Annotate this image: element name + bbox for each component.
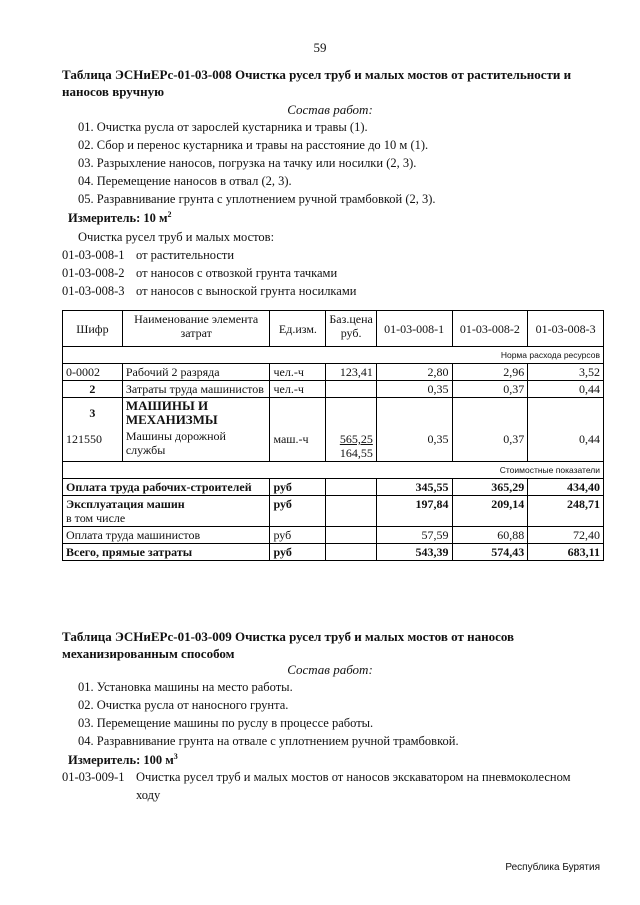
cost3-price (326, 527, 376, 544)
cost4-v2: 574,43 (452, 544, 528, 561)
cost1-v1: 345,55 (376, 479, 452, 496)
resource-table (62, 310, 604, 561)
cost2-sub: в том числе (66, 511, 126, 525)
table2-work-4: 04. Разравнивание грунта на отвале с уплотнением ручной трамбовкой. (78, 734, 459, 748)
row4-code: 121550 (63, 428, 123, 462)
table2-meter (68, 752, 178, 768)
table1-scope: Очистка русел труб и малых мостов: (78, 230, 275, 244)
row3-unit (270, 398, 326, 429)
table1-item-1-code: 01-03-008-1 (62, 248, 125, 262)
table2-title: Таблица ЭСНиЕРс-01-03-009 Очистка русел труб и малых мостов от наносов механизированным способом (62, 629, 515, 661)
table-header-row (63, 311, 604, 347)
table-row (63, 479, 604, 496)
table2-item-code: 01-03-009-1 (62, 770, 125, 784)
row4-name: Машины дорожной службы (122, 428, 270, 462)
row1-price: 123,41 (326, 364, 376, 381)
header-col3: 01-03-008-3 (528, 311, 604, 347)
table1-item-3-code: 01-03-008-3 (62, 284, 125, 298)
table2-meter-sup: 3 (173, 752, 178, 761)
row1-v1: 2,80 (376, 364, 452, 381)
table-row (63, 544, 604, 561)
cost3-name: Оплата труда машинистов (63, 527, 270, 544)
header-name: Наименование элемента затрат (122, 311, 270, 347)
row4-price-b: 164,55 (339, 446, 373, 460)
row1-name: Рабочий 2 разряда (122, 364, 270, 381)
cost-label-row (63, 462, 604, 479)
cost2-v3: 248,71 (528, 496, 604, 527)
header-col2: 01-03-008-2 (452, 311, 528, 347)
row4-price (326, 428, 376, 462)
row2-name: Затраты труда машинистов (122, 381, 270, 398)
table1-meter-label: Измеритель: 10 м (68, 211, 168, 226)
cost2-v1: 197,84 (376, 496, 452, 527)
cost3-unit: руб (270, 527, 326, 544)
header-price: Баз.цена руб. (326, 311, 376, 347)
cost3-v2: 60,88 (452, 527, 528, 544)
table2-work-2: 02. Очистка русла от наносного грунта. (78, 698, 289, 712)
header-code: Шифр (63, 311, 123, 347)
table2-works-heading: Состав работ: (287, 662, 373, 677)
footer-region: Республика Бурятия (505, 862, 600, 873)
table-row (63, 496, 604, 527)
cost3-v1: 57,59 (376, 527, 452, 544)
cost3-v3: 72,40 (528, 527, 604, 544)
table1-meter-sup: 2 (167, 210, 172, 219)
cost4-name: Всего, прямые затраты (63, 544, 270, 561)
cost2-v2: 209,14 (452, 496, 528, 527)
table-row (63, 381, 604, 398)
cost1-price (326, 479, 376, 496)
page-number: 59 (313, 40, 327, 55)
row1-code: 0-0002 (63, 364, 123, 381)
row3-v2 (452, 398, 528, 429)
row4-v1: 0,35 (376, 428, 452, 462)
table2-item-text-2: ходу (136, 788, 161, 802)
row3-price (326, 398, 376, 429)
table1-work-4: 04. Перемещение наносов в отвал (2, 3). (78, 174, 292, 188)
cost2-unit: руб (270, 496, 326, 527)
table1-work-5: 05. Разравнивание грунта с уплотнением ручной трамбовкой (2, 3). (78, 192, 436, 206)
row1-unit: чел.-ч (270, 364, 326, 381)
row2-code: 2 (63, 381, 123, 398)
cost1-v3: 434,40 (528, 479, 604, 496)
row2-v1: 0,35 (376, 381, 452, 398)
table-row (63, 527, 604, 544)
row3-v3 (528, 398, 604, 429)
header-col1: 01-03-008-1 (376, 311, 452, 347)
table1-meter (68, 210, 172, 226)
cost1-v2: 365,29 (452, 479, 528, 496)
table1-item-2-text: от наносов с отвозкой грунта тачками (136, 266, 338, 280)
row2-v3: 0,44 (528, 381, 604, 398)
cost2-price (326, 496, 376, 527)
cost4-v3: 683,11 (528, 544, 604, 561)
table2-work-3: 03. Перемещение машины по руслу в процессе работы. (78, 716, 374, 730)
table1-work-2: 02. Сбор и перенос кустарника и травы на расстояние до 10 м (1). (78, 138, 429, 152)
row3-name: МАШИНЫ И МЕХАНИЗМЫ (122, 398, 270, 429)
row3-code: 3 (63, 398, 123, 429)
row2-v2: 0,37 (452, 381, 528, 398)
cost4-price (326, 544, 376, 561)
table1-works-heading: Состав работ: (287, 102, 373, 117)
table1-work-1: 01. Очистка русла от зарослей кустарника и травы (1). (78, 120, 368, 134)
cost2-name: Эксплуатация машин (66, 497, 185, 511)
table1-title: Таблица ЭСНиЕРс-01-03-008 Очистка русел труб и малых мостов от растительности и наносов вручную (62, 67, 572, 99)
norm-label-row (63, 347, 604, 364)
table1-item-3-text: от наносов с выноской грунта носилками (136, 284, 357, 298)
cost4-v1: 543,39 (376, 544, 452, 561)
cost1-unit: руб (270, 479, 326, 496)
cost4-unit: руб (270, 544, 326, 561)
row1-v2: 2,96 (452, 364, 528, 381)
table1-item-2-code: 01-03-008-2 (62, 266, 125, 280)
row4-unit: маш.-ч (270, 428, 326, 462)
table-row (63, 398, 604, 429)
row3-v1 (376, 398, 452, 429)
header-unit: Ед.изм. (270, 311, 326, 347)
cost1-name: Оплата труда рабочих-строителей (63, 479, 270, 496)
cost-label: Стоимостные показатели (63, 462, 604, 479)
table1-work-3: 03. Разрыхление наносов, погрузка на тачку или носилки (2, 3). (78, 156, 417, 170)
table-row (63, 364, 604, 381)
table-row (63, 428, 604, 462)
table2-meter-label: Измеритель: 100 м (68, 753, 174, 768)
row1-v3: 3,52 (528, 364, 604, 381)
table1-item-1-text: от растительности (136, 248, 235, 262)
row2-unit: чел.-ч (270, 381, 326, 398)
row4-price-a: 565,25 (339, 432, 373, 446)
row4-v2: 0,37 (452, 428, 528, 462)
row4-v3: 0,44 (528, 428, 604, 462)
norm-label: Норма расхода ресурсов (63, 347, 604, 364)
table2-work-1: 01. Установка машины на место работы. (78, 680, 293, 694)
row2-price (326, 381, 376, 398)
table2-item-text-1: Очистка русел труб и малых мостов от наносов экскаватором на пневмоколесном (136, 770, 571, 784)
cost2-name-cell (63, 496, 270, 527)
